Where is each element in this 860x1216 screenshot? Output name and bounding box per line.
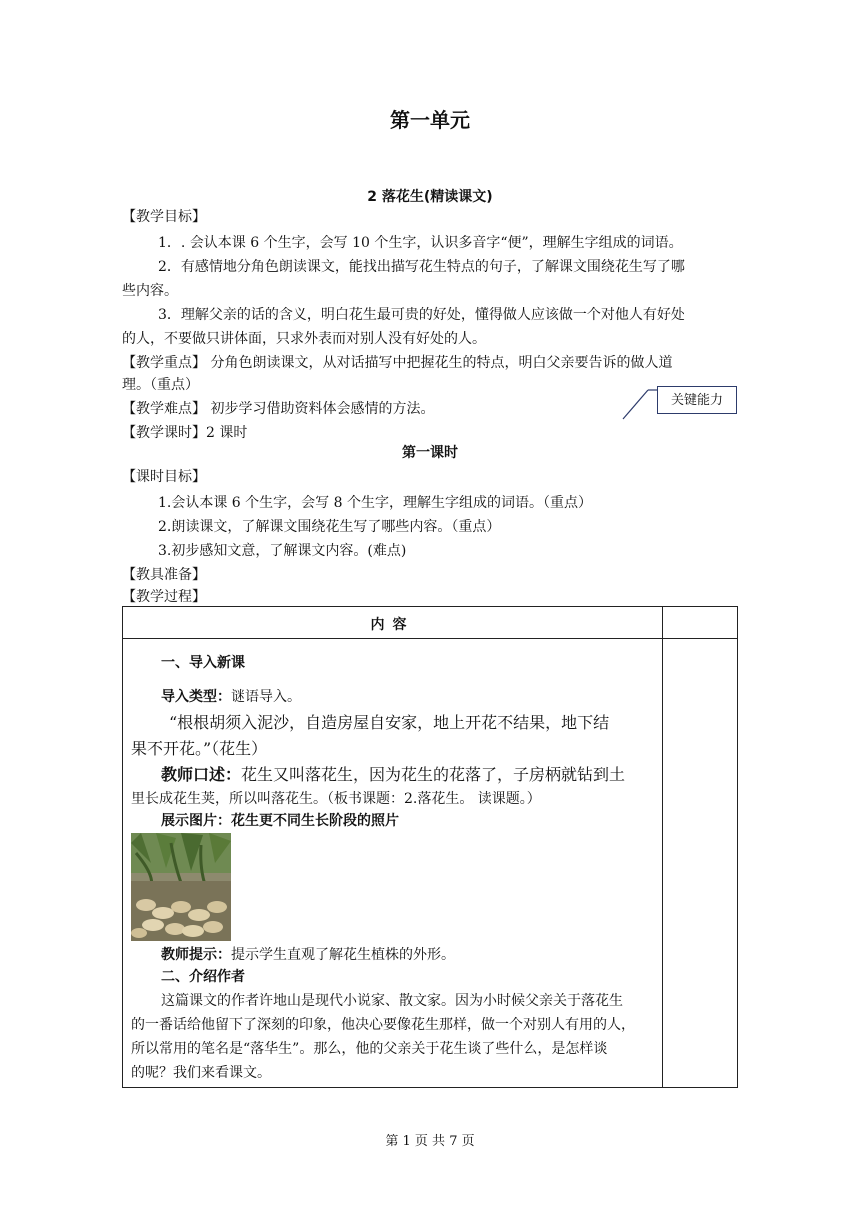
peanut-plant-photo	[131, 833, 231, 941]
page-footer: 第 1 页 共 7 页	[385, 1134, 475, 1149]
author-text: 的呢？我们来看课文。	[131, 1065, 271, 1081]
objective-item: 的人，不要做只讲体面，只求外表而对别人没有好处的人。	[122, 331, 486, 347]
teaching-process-table	[122, 606, 738, 1088]
teacher-tip-label: 教师提示：	[161, 947, 231, 963]
teacher-tip	[161, 945, 455, 965]
objective-item: 些内容。	[122, 283, 178, 299]
period-goals-label: 【课时目标】	[122, 469, 206, 485]
section-import-title: 一、导入新课	[161, 655, 245, 671]
lesson-title: 2 落花生(精读课文)	[367, 189, 493, 205]
author-text: 所以常用的笔名是“落华生”。那么，他的父亲关于花生谈了些什么，是怎样谈	[131, 1041, 608, 1057]
period-title: 第一课时	[402, 445, 458, 461]
class-hours: 【教学课时】2 课时	[122, 425, 248, 441]
teacher-say-cont: 里长成花生荚，所以叫落花生。（板书课题：2.落花生。 读课题。）	[131, 791, 541, 807]
riddle-text-cont: 果不开花。”（花生）	[131, 739, 268, 758]
show-image-label: 展示图片：花生更不同生长阶段的照片	[161, 813, 399, 829]
difficulty: 【教学难点】 初步学习借助资料体会感情的方法。	[122, 401, 435, 417]
callout-line	[620, 386, 660, 422]
teacher-say-text: 花生又叫落花生，因为花生的花落了，子房柄就钻到土	[241, 765, 626, 784]
key-points: 【教学重点】 分角色朗读课文，从对话描写中把握花生的特点，明白父亲要告诉的做人道	[122, 355, 673, 371]
intro-type	[161, 687, 301, 707]
table-header-content: 内容	[370, 617, 415, 633]
process-label: 【教学过程】	[122, 589, 206, 605]
section-author-title: 二、介绍作者	[161, 969, 245, 985]
author-text: 这篇课文的作者许地山是现代小说家、散文家。因为小时候父亲关于落花生	[161, 993, 623, 1009]
teacher-say-label: 教师口述：	[161, 765, 242, 784]
intro-type-label: 导入类型：	[161, 689, 231, 705]
period-goal-item: 3.初步感知文意，了解课文内容。(难点)	[158, 543, 407, 559]
table-column-divider	[662, 607, 663, 1087]
intro-type-value: 谜语导入。	[231, 689, 301, 705]
author-text: 的一番话给他留下了深刻的印象，他决心要像花生那样，做一个对别人有用的人，	[131, 1017, 635, 1033]
teacher-say	[161, 765, 625, 786]
objectives-label: 【教学目标】	[122, 209, 206, 225]
riddle-text: “根根胡须入泥沙，自造房屋自安家，地上开花不结果，地下结	[169, 713, 610, 732]
prep-label: 【教具准备】	[122, 567, 206, 583]
key-ability-box: 关键能力	[657, 386, 737, 414]
objective-item: 1．. 会认本课 6 个生字，会写 10 个生字，认识多音字“便”，理解生字组成的词语。	[158, 235, 683, 251]
objective-item: 3．理解父亲的话的含义，明白花生最可贵的好处，懂得做人应该做一个对他人有好处	[158, 307, 685, 323]
objective-item: 2．有感情地分角色朗读课文，能找出描写花生特点的句子，了解课文围绕花生写了哪	[158, 259, 685, 275]
period-goal-item: 1.会认本课 6 个生字，会写 8 个生字，理解生字组成的词语。（重点）	[158, 495, 592, 511]
unit-title: 第一单元	[390, 108, 470, 132]
teacher-tip-text: 提示学生直观了解花生植株的外形。	[231, 947, 455, 963]
key-points-cont: 理。（重点）	[122, 377, 199, 393]
period-goal-item: 2.朗读课文，了解课文围绕花生写了哪些内容。（重点）	[158, 519, 501, 535]
